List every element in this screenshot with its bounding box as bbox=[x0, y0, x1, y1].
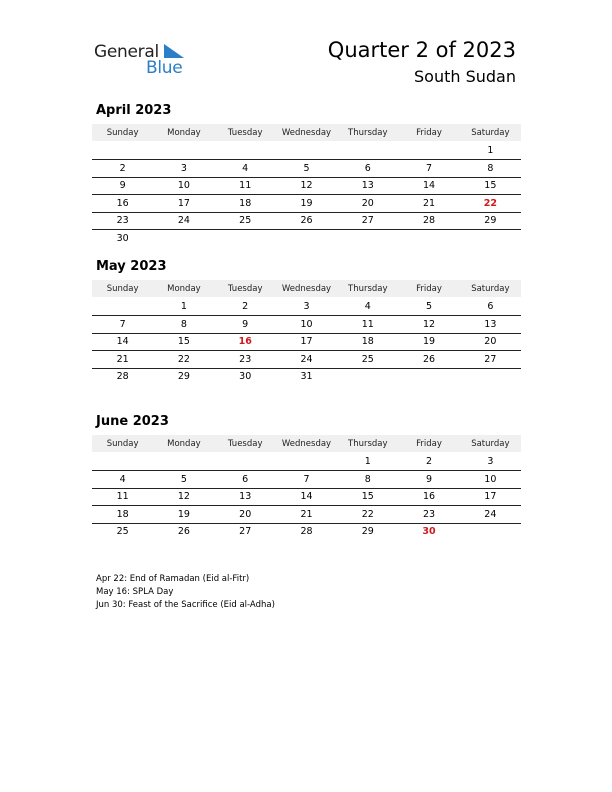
empty-day-cell bbox=[337, 368, 398, 385]
day-cell: 11 bbox=[337, 316, 398, 334]
day-cell: 19 bbox=[398, 333, 459, 351]
day-cell: 13 bbox=[460, 316, 521, 334]
day-cell: 12 bbox=[398, 316, 459, 334]
logo-triangle-icon bbox=[164, 44, 184, 58]
day-cell: 17 bbox=[460, 488, 521, 506]
day-cell: 3 bbox=[153, 160, 214, 178]
day-cell: 18 bbox=[337, 333, 398, 351]
weekday-header: Thursday bbox=[337, 435, 398, 452]
weekday-header: Wednesday bbox=[276, 435, 337, 452]
weekday-header: Tuesday bbox=[215, 435, 276, 452]
page-title: Quarter 2 of 2023 bbox=[327, 38, 516, 62]
day-cell: 25 bbox=[337, 351, 398, 369]
day-cell: 26 bbox=[398, 351, 459, 369]
week-row bbox=[92, 195, 521, 213]
weekday-header: Saturday bbox=[460, 435, 521, 452]
weekday-header-row bbox=[92, 435, 521, 452]
holiday-note: May 16: SPLA Day bbox=[96, 587, 174, 598]
day-cell: 1 bbox=[153, 297, 214, 316]
empty-day-cell bbox=[153, 452, 214, 471]
weekday-header: Thursday bbox=[337, 280, 398, 297]
day-cell: 17 bbox=[276, 333, 337, 351]
empty-day-cell bbox=[337, 230, 398, 247]
day-cell: 6 bbox=[460, 297, 521, 316]
week-row bbox=[92, 506, 521, 524]
day-cell: 1 bbox=[460, 141, 521, 160]
day-cell: 8 bbox=[460, 160, 521, 178]
day-cell: 10 bbox=[153, 177, 214, 195]
day-cell: 25 bbox=[215, 212, 276, 230]
logo-blue-text: Blue bbox=[146, 58, 183, 78]
empty-day-cell bbox=[153, 230, 214, 247]
empty-day-cell bbox=[398, 141, 459, 160]
day-cell: 3 bbox=[276, 297, 337, 316]
logo-general-text: General bbox=[94, 42, 159, 62]
week-row bbox=[92, 488, 521, 506]
empty-day-cell bbox=[460, 368, 521, 385]
week-row bbox=[92, 368, 521, 385]
country-name: South Sudan bbox=[414, 67, 516, 86]
day-cell: 3 bbox=[460, 452, 521, 471]
week-row bbox=[92, 523, 521, 540]
holiday-note: Apr 22: End of Ramadan (Eid al-Fitr) bbox=[96, 574, 250, 584]
day-cell: 13 bbox=[215, 488, 276, 506]
day-cell: 19 bbox=[153, 506, 214, 524]
empty-day-cell bbox=[153, 141, 214, 160]
day-cell: 30 bbox=[239, 371, 252, 383]
day-cell: 29 bbox=[361, 526, 374, 538]
week-row bbox=[92, 177, 521, 195]
empty-day-cell bbox=[92, 141, 153, 160]
weekday-header: Wednesday bbox=[276, 280, 337, 297]
week-row bbox=[92, 471, 521, 489]
day-cell: 21 bbox=[276, 506, 337, 524]
empty-day-cell bbox=[398, 230, 459, 247]
day-cell: 23 bbox=[398, 506, 459, 524]
weekday-header-row bbox=[92, 280, 521, 297]
day-cell: 15 bbox=[460, 177, 521, 195]
empty-day-cell bbox=[398, 368, 459, 385]
day-cell: 26 bbox=[276, 212, 337, 230]
day-cell: 29 bbox=[177, 371, 190, 383]
empty-day-cell bbox=[276, 141, 337, 160]
calendar-grid bbox=[92, 124, 521, 247]
holiday-day-cell: 16 bbox=[215, 333, 276, 351]
day-cell: 15 bbox=[153, 333, 214, 351]
day-cell: 14 bbox=[276, 488, 337, 506]
day-cell: 7 bbox=[398, 160, 459, 178]
empty-day-cell bbox=[215, 452, 276, 471]
day-cell: 11 bbox=[92, 488, 153, 506]
day-cell: 4 bbox=[215, 160, 276, 178]
day-cell: 14 bbox=[398, 177, 459, 195]
weekday-header: Sunday bbox=[92, 280, 153, 297]
week-row bbox=[92, 160, 521, 178]
weekday-header: Saturday bbox=[460, 280, 521, 297]
week-row bbox=[92, 351, 521, 369]
day-cell: 13 bbox=[337, 177, 398, 195]
week-row bbox=[92, 297, 521, 316]
day-cell: 24 bbox=[153, 212, 214, 230]
weekday-header: Thursday bbox=[337, 124, 398, 141]
month-title: April 2023 bbox=[96, 103, 172, 118]
day-cell: 2 bbox=[92, 160, 153, 178]
day-cell: 12 bbox=[153, 488, 214, 506]
weekday-header: Wednesday bbox=[276, 124, 337, 141]
day-cell: 5 bbox=[398, 297, 459, 316]
day-cell: 9 bbox=[92, 177, 153, 195]
day-cell: 7 bbox=[92, 316, 153, 334]
day-cell: 27 bbox=[337, 212, 398, 230]
month-april bbox=[92, 102, 522, 247]
day-cell: 9 bbox=[398, 471, 459, 489]
day-cell: 5 bbox=[276, 160, 337, 178]
weekday-header: Sunday bbox=[92, 435, 153, 452]
holiday-day-cell: 22 bbox=[460, 195, 521, 213]
weekday-header: Tuesday bbox=[215, 280, 276, 297]
day-cell: 9 bbox=[215, 316, 276, 334]
empty-day-cell bbox=[337, 141, 398, 160]
week-row bbox=[92, 141, 521, 160]
empty-day-cell bbox=[92, 452, 153, 471]
day-cell: 31 bbox=[300, 371, 313, 383]
weekday-header: Tuesday bbox=[215, 124, 276, 141]
day-cell: 2 bbox=[398, 452, 459, 471]
week-row bbox=[92, 212, 521, 230]
weekday-header: Saturday bbox=[460, 124, 521, 141]
day-cell: 8 bbox=[153, 316, 214, 334]
day-cell: 21 bbox=[92, 351, 153, 369]
day-cell: 6 bbox=[215, 471, 276, 489]
empty-day-cell bbox=[276, 230, 337, 247]
day-cell: 14 bbox=[92, 333, 153, 351]
empty-day-cell bbox=[215, 230, 276, 247]
week-row bbox=[92, 230, 521, 247]
day-cell: 10 bbox=[276, 316, 337, 334]
day-cell: 6 bbox=[337, 160, 398, 178]
day-cell: 16 bbox=[92, 195, 153, 213]
day-cell: 26 bbox=[177, 526, 190, 538]
day-cell: 30 bbox=[116, 232, 129, 244]
month-may bbox=[92, 258, 522, 385]
day-cell: 1 bbox=[337, 452, 398, 471]
day-cell: 27 bbox=[239, 526, 252, 538]
holiday-note: Jun 30: Feast of the Sacrifice (Eid al-Adha) bbox=[96, 600, 275, 611]
weekday-header: Sunday bbox=[92, 124, 153, 141]
empty-day-cell bbox=[276, 452, 337, 471]
day-cell: 10 bbox=[460, 471, 521, 489]
day-cell: 28 bbox=[398, 212, 459, 230]
week-row bbox=[92, 333, 521, 351]
weekday-header: Monday bbox=[153, 435, 214, 452]
brand-logo bbox=[94, 40, 194, 80]
week-row bbox=[92, 452, 521, 471]
weekday-header: Friday bbox=[398, 435, 459, 452]
day-cell: 4 bbox=[92, 471, 153, 489]
day-cell: 23 bbox=[92, 212, 153, 230]
day-cell: 23 bbox=[215, 351, 276, 369]
day-cell: 28 bbox=[116, 371, 129, 383]
day-cell: 15 bbox=[337, 488, 398, 506]
day-cell: 24 bbox=[276, 351, 337, 369]
holiday-day-cell: 30 bbox=[422, 526, 436, 538]
day-cell: 28 bbox=[300, 526, 313, 538]
day-cell: 20 bbox=[215, 506, 276, 524]
empty-day-cell bbox=[215, 141, 276, 160]
day-cell: 5 bbox=[153, 471, 214, 489]
month-title: May 2023 bbox=[96, 259, 167, 274]
day-cell: 20 bbox=[337, 195, 398, 213]
day-cell: 11 bbox=[215, 177, 276, 195]
holiday-notes bbox=[96, 573, 275, 613]
day-cell: 25 bbox=[116, 526, 129, 538]
day-cell: 20 bbox=[460, 333, 521, 351]
day-cell: 19 bbox=[276, 195, 337, 213]
weekday-header: Friday bbox=[398, 124, 459, 141]
day-cell: 16 bbox=[398, 488, 459, 506]
day-cell: 24 bbox=[460, 506, 521, 524]
day-cell: 29 bbox=[460, 212, 521, 230]
month-title: June 2023 bbox=[96, 414, 169, 429]
day-cell: 12 bbox=[276, 177, 337, 195]
empty-day-cell bbox=[460, 230, 521, 247]
day-cell: 27 bbox=[460, 351, 521, 369]
empty-day-cell bbox=[460, 523, 521, 540]
day-cell: 22 bbox=[153, 351, 214, 369]
day-cell: 21 bbox=[398, 195, 459, 213]
day-cell: 18 bbox=[215, 195, 276, 213]
calendar-grid bbox=[92, 280, 521, 385]
day-cell: 4 bbox=[337, 297, 398, 316]
weekday-header-row bbox=[92, 124, 521, 141]
weekday-header: Monday bbox=[153, 124, 214, 141]
day-cell: 22 bbox=[337, 506, 398, 524]
month-june bbox=[92, 413, 522, 540]
weekday-header: Monday bbox=[153, 280, 214, 297]
day-cell: 8 bbox=[337, 471, 398, 489]
day-cell: 7 bbox=[276, 471, 337, 489]
day-cell: 17 bbox=[153, 195, 214, 213]
week-row bbox=[92, 316, 521, 334]
calendar-grid bbox=[92, 435, 521, 540]
day-cell: 2 bbox=[215, 297, 276, 316]
day-cell: 18 bbox=[92, 506, 153, 524]
weekday-header: Friday bbox=[398, 280, 459, 297]
empty-day-cell bbox=[92, 297, 153, 316]
